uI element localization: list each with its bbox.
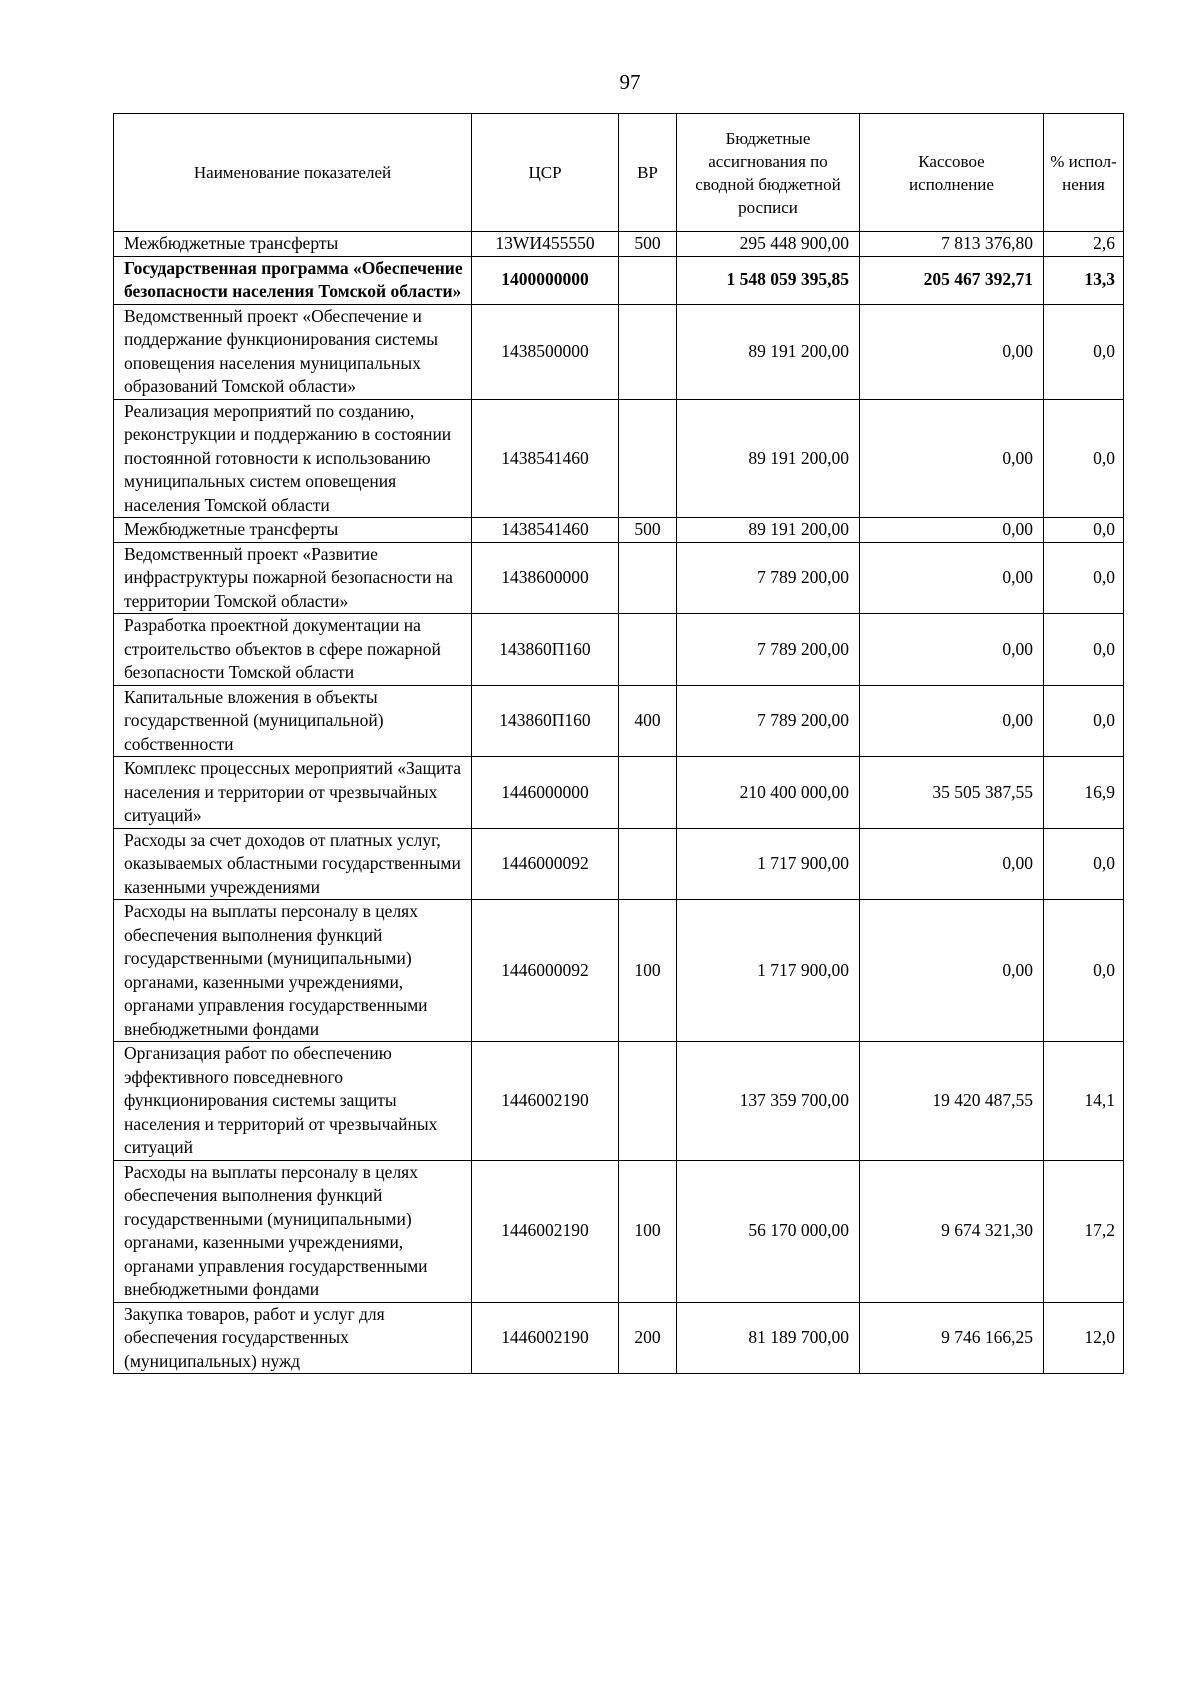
table-header-row xyxy=(114,114,1124,232)
row-vr: 100 xyxy=(619,1160,677,1302)
row-vr: 500 xyxy=(619,232,677,257)
row-pct: 17,2 xyxy=(1044,1160,1124,1302)
row-cash: 0,00 xyxy=(860,304,1044,399)
row-name: Межбюджетные трансферты xyxy=(114,518,472,543)
row-name: Разработка проектной документации на строительство объектов в сфере пожарной безопасности Томской области xyxy=(114,614,472,686)
row-csr: 1446000092 xyxy=(472,900,619,1042)
row-budget: 1 548 059 395,85 xyxy=(677,256,860,304)
header-cash: Кассовое исполнение xyxy=(860,114,1044,232)
row-budget: 295 448 900,00 xyxy=(677,232,860,257)
row-cash: 19 420 487,55 xyxy=(860,1042,1044,1161)
row-name: Расходы за счет доходов от платных услуг, оказываемых областными государственными казенными учреждениями xyxy=(114,828,472,900)
table-row xyxy=(114,256,1124,304)
row-cash: 0,00 xyxy=(860,518,1044,543)
row-vr xyxy=(619,757,677,829)
row-vr: 400 xyxy=(619,685,677,757)
row-vr xyxy=(619,614,677,686)
row-csr: 1400000000 xyxy=(472,256,619,304)
row-csr: 1446000092 xyxy=(472,828,619,900)
row-vr xyxy=(619,1042,677,1161)
row-csr: 1438500000 xyxy=(472,304,619,399)
row-csr: 1438541460 xyxy=(472,518,619,543)
row-pct: 0,0 xyxy=(1044,900,1124,1042)
row-csr: 1446002190 xyxy=(472,1160,619,1302)
table-row xyxy=(114,1042,1124,1161)
table-row xyxy=(114,828,1124,900)
row-name: Закупка товаров, работ и услуг для обеспечения государственных (муниципальных) нужд xyxy=(114,1302,472,1374)
row-budget: 89 191 200,00 xyxy=(677,304,860,399)
row-pct: 16,9 xyxy=(1044,757,1124,829)
table-row xyxy=(114,757,1124,829)
row-cash: 205 467 392,71 xyxy=(860,256,1044,304)
row-name: Капитальные вложения в объекты государственной (муниципальной) собственности xyxy=(114,685,472,757)
row-csr: 1446000000 xyxy=(472,757,619,829)
row-budget: 7 789 200,00 xyxy=(677,614,860,686)
row-csr: 143860П160 xyxy=(472,614,619,686)
row-csr: 1438600000 xyxy=(472,542,619,614)
row-name: Расходы на выплаты персоналу в целях обеспечения выполнения функций государственными (муниципальными) органами, казенными учреждениями, органами управления государственными внебюджетными фондами xyxy=(114,900,472,1042)
header-pct: % испол-нения xyxy=(1044,114,1124,232)
table-row xyxy=(114,542,1124,614)
table-row xyxy=(114,685,1124,757)
row-name: Реализация мероприятий по созданию, реконструкции и поддержанию в состоянии постоянной готовности к использованию муниципальных систем оповещения населения Томской области xyxy=(114,399,472,518)
row-pct: 0,0 xyxy=(1044,685,1124,757)
row-csr: 1446002190 xyxy=(472,1302,619,1374)
row-budget: 56 170 000,00 xyxy=(677,1160,860,1302)
row-name: Ведомственный проект «Развитие инфраструктуры пожарной безопасности на территории Томской области» xyxy=(114,542,472,614)
row-name: Организация работ по обеспечению эффективного повседневного функционирования системы защиты населения и территорий от чрезвычайных ситуаций xyxy=(114,1042,472,1161)
row-budget: 7 789 200,00 xyxy=(677,685,860,757)
row-cash: 0,00 xyxy=(860,900,1044,1042)
table-row xyxy=(114,900,1124,1042)
table-row xyxy=(114,1302,1124,1374)
row-pct: 0,0 xyxy=(1044,304,1124,399)
row-vr xyxy=(619,256,677,304)
row-budget: 137 359 700,00 xyxy=(677,1042,860,1161)
row-vr xyxy=(619,542,677,614)
header-vr: ВР xyxy=(619,114,677,232)
row-vr: 200 xyxy=(619,1302,677,1374)
row-pct: 0,0 xyxy=(1044,828,1124,900)
row-cash: 9 674 321,30 xyxy=(860,1160,1044,1302)
row-budget: 1 717 900,00 xyxy=(677,900,860,1042)
row-pct: 0,0 xyxy=(1044,614,1124,686)
row-vr xyxy=(619,304,677,399)
header-name: Наименование показателей xyxy=(114,114,472,232)
row-cash: 7 813 376,80 xyxy=(860,232,1044,257)
header-csr: ЦСР xyxy=(472,114,619,232)
header-budget: Бюджетные ассигнования по сводной бюджетной росписи xyxy=(677,114,860,232)
row-cash: 0,00 xyxy=(860,828,1044,900)
row-name: Ведомственный проект «Обеспечение и поддержание функционирования системы оповещения населения муниципальных образований Томской области» xyxy=(114,304,472,399)
row-csr: 13WИ455550 xyxy=(472,232,619,257)
row-name: Расходы на выплаты персоналу в целях обеспечения выполнения функций государственными (муниципальными) органами, казенными учреждениями, органами управления государственными внебюджетными фондами xyxy=(114,1160,472,1302)
row-pct: 2,6 xyxy=(1044,232,1124,257)
row-vr: 500 xyxy=(619,518,677,543)
table-row xyxy=(114,614,1124,686)
row-name: Государственная программа «Обеспечение безопасности населения Томской области» xyxy=(114,256,472,304)
row-cash: 0,00 xyxy=(860,542,1044,614)
page-number: 97 xyxy=(619,70,641,94)
table-body xyxy=(114,232,1124,1374)
row-cash: 0,00 xyxy=(860,614,1044,686)
row-cash: 35 505 387,55 xyxy=(860,757,1044,829)
row-vr xyxy=(619,828,677,900)
row-budget: 1 717 900,00 xyxy=(677,828,860,900)
row-vr: 100 xyxy=(619,900,677,1042)
row-pct: 14,1 xyxy=(1044,1042,1124,1161)
table-row xyxy=(114,232,1124,257)
table-row xyxy=(114,304,1124,399)
row-cash: 9 746 166,25 xyxy=(860,1302,1044,1374)
row-budget: 89 191 200,00 xyxy=(677,399,860,518)
table-row xyxy=(114,1160,1124,1302)
row-cash: 0,00 xyxy=(860,685,1044,757)
row-name: Межбюджетные трансферты xyxy=(114,232,472,257)
row-pct: 0,0 xyxy=(1044,542,1124,614)
table-row xyxy=(114,518,1124,543)
table-row xyxy=(114,399,1124,518)
row-budget: 210 400 000,00 xyxy=(677,757,860,829)
row-vr xyxy=(619,399,677,518)
row-pct: 0,0 xyxy=(1044,518,1124,543)
row-budget: 7 789 200,00 xyxy=(677,542,860,614)
row-cash: 0,00 xyxy=(860,399,1044,518)
row-pct: 0,0 xyxy=(1044,399,1124,518)
row-pct: 13,3 xyxy=(1044,256,1124,304)
row-csr: 1438541460 xyxy=(472,399,619,518)
row-budget: 81 189 700,00 xyxy=(677,1302,860,1374)
budget-execution-table xyxy=(113,113,1124,1374)
row-csr: 143860П160 xyxy=(472,685,619,757)
row-budget: 89 191 200,00 xyxy=(677,518,860,543)
row-name: Комплекс процессных мероприятий «Защита населения и территории от чрезвычайных ситуаций» xyxy=(114,757,472,829)
row-pct: 12,0 xyxy=(1044,1302,1124,1374)
row-csr: 1446002190 xyxy=(472,1042,619,1161)
